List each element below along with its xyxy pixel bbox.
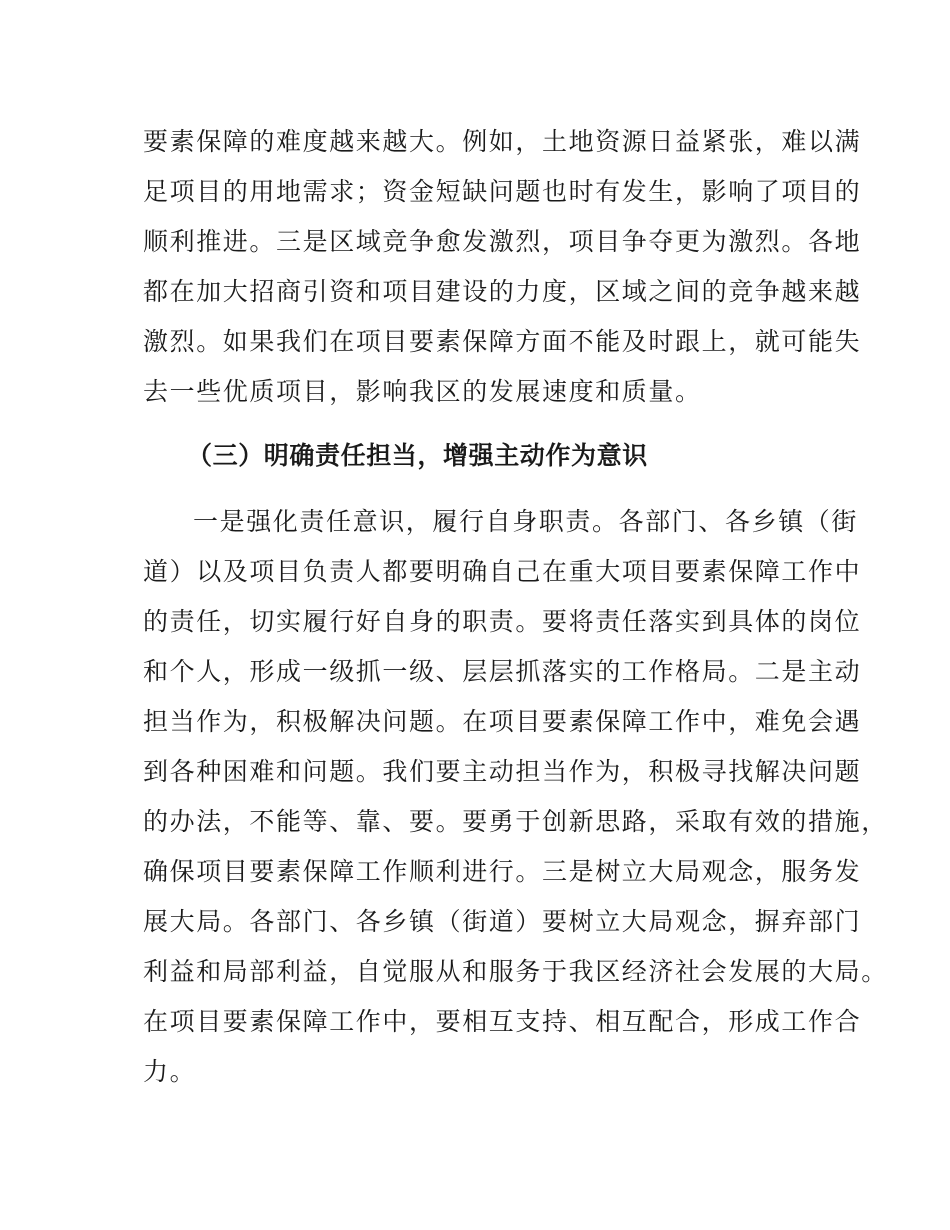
paragraph-line: 在项目要素保障工作中，要相互支持、相互配合，形成工作合	[143, 1007, 862, 1036]
paragraph-line: 激烈。如果我们在项目要素保障方面不能及时跟上，就可能失	[143, 327, 862, 356]
paragraph-line: 去一些优质项目，影响我区的发展速度和质量。	[143, 377, 702, 406]
section-heading: （三）明确责任担当，增强主动作为意识	[187, 441, 648, 470]
paragraph-line: 的责任，切实履行好自身的职责。要将责任落实到具体的岗位	[143, 607, 862, 636]
paragraph-line: 一是强化责任意识，履行自身职责。各部门、各乡镇（街	[193, 507, 859, 536]
paragraph-line: 展大局。各部门、各乡镇（街道）要树立大局观念，摒弃部门	[143, 907, 862, 936]
paragraph-line: 都在加大招商引资和项目建设的力度，区域之间的竞争越来越	[143, 277, 862, 306]
paragraph-line: 担当作为，积极解决问题。在项目要素保障工作中，难免会遇	[143, 707, 862, 736]
paragraph-line: 到各种困难和问题。我们要主动担当作为，积极寻找解决问题	[143, 757, 862, 786]
paragraph-line: 力。	[143, 1057, 197, 1086]
paragraph-line: 道）以及项目负责人都要明确自己在重大项目要素保障工作中	[143, 557, 862, 586]
paragraph-line: 的办法，不能等、靠、要。要勇于创新思路，采取有效的措施，	[143, 807, 888, 836]
paragraph-line: 要素保障的难度越来越大。例如，土地资源日益紧张，难以满	[143, 127, 862, 156]
paragraph-line: 足项目的用地需求；资金短缺问题也时有发生，影响了项目的	[143, 177, 862, 206]
paragraph-line: 确保项目要素保障工作顺利进行。三是树立大局观念，服务发	[143, 857, 862, 886]
paragraph-line: 和个人，形成一级抓一级、层层抓落实的工作格局。二是主动	[143, 657, 862, 686]
paragraph-line: 利益和局部利益，自觉服从和服务于我区经济社会发展的大局。	[143, 957, 888, 986]
paragraph-line: 顺利推进。三是区域竞争愈发激烈，项目争夺更为激烈。各地	[143, 227, 862, 256]
